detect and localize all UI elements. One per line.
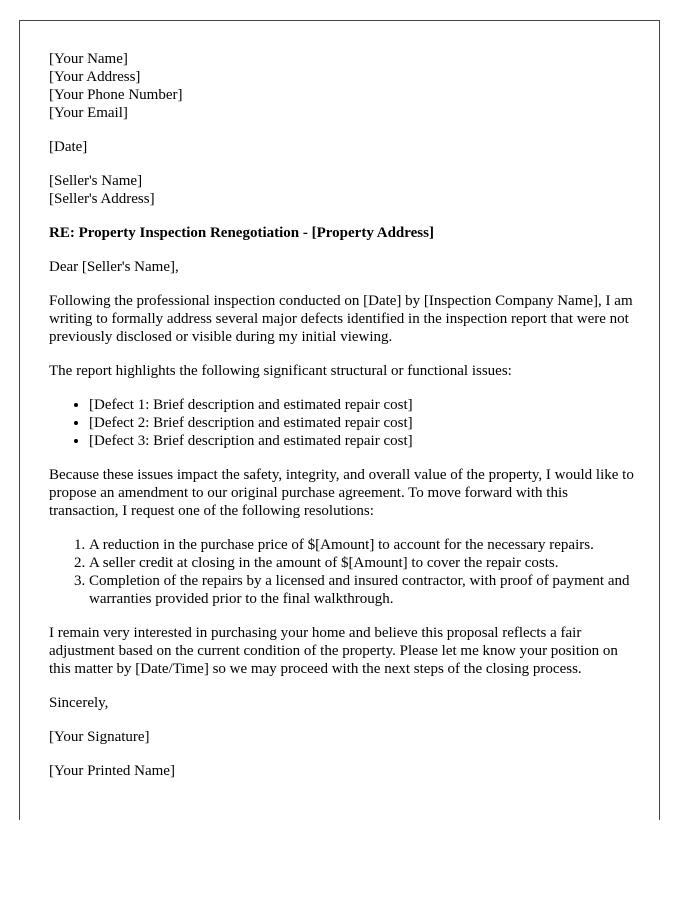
impact-paragraph: Because these issues impact the safety, integrity, and overall value of the property, I would like to propose an amendment to our original purchase agreement. To move forward with this transaction, I request one of the following resolutions:: [49, 467, 634, 519]
intro-paragraph: Following the professional inspection conducted on [Date] by [Inspection Company Name], I am writing to formally address several major defects identified in the inspection report that were not previously disclosed or visible during my initial viewing.: [49, 293, 633, 345]
resolution-item: 2. A seller credit at closing in the amount of $[Amount] to cover the repair costs.: [89, 554, 634, 572]
defect-item: • [Defect 3: Brief description and estimated repair cost]: [89, 432, 634, 450]
defect-list: [49, 396, 634, 450]
sender-phone: [Your Phone Number]: [49, 87, 183, 103]
report-lead-paragraph: The report highlights the following significant structural or functional issues:: [49, 363, 512, 379]
recipient-name: [Seller's Name]: [49, 173, 143, 189]
sender-name: [Your Name]: [49, 51, 128, 67]
sender-email: [Your Email]: [49, 105, 128, 121]
defect-item: • [Defect 2: Brief description and estimated repair cost]: [89, 414, 634, 432]
defect-item: • [Defect 1: Brief description and estimated repair cost]: [89, 396, 634, 414]
resolution-list: [49, 536, 634, 608]
printed-name: [Your Printed Name]: [49, 763, 175, 779]
recipient-address: [Seller's Address]: [49, 191, 155, 207]
letter-date: [Date]: [49, 139, 88, 155]
closing-paragraph: I remain very interested in purchasing your home and believe this proposal reflects a fair adjustment based on the current condition of the property. Please let me know your position on this matter by [Date/Time] so we may proceed with the next steps of the closing process.: [49, 625, 618, 677]
salutation: Dear [Seller's Name],: [49, 259, 179, 275]
letter-content: [49, 50, 634, 796]
signature: [Your Signature]: [49, 729, 150, 745]
resolution-item: 1. A reduction in the purchase price of $[Amount] to account for the necessary repairs.: [89, 536, 634, 554]
recipient-block: [49, 172, 634, 208]
closing-word: Sincerely,: [49, 695, 109, 711]
letter-page: [19, 20, 660, 820]
subject-line: RE: Property Inspection Renegotiation - [Property Address]: [49, 225, 434, 241]
sender-address: [Your Address]: [49, 69, 141, 85]
resolution-item: 3. Completion of the repairs by a licensed and insured contractor, with proof of payment and warranties provided prior to the final walkthrough.: [89, 572, 634, 608]
sender-block: [49, 50, 634, 122]
